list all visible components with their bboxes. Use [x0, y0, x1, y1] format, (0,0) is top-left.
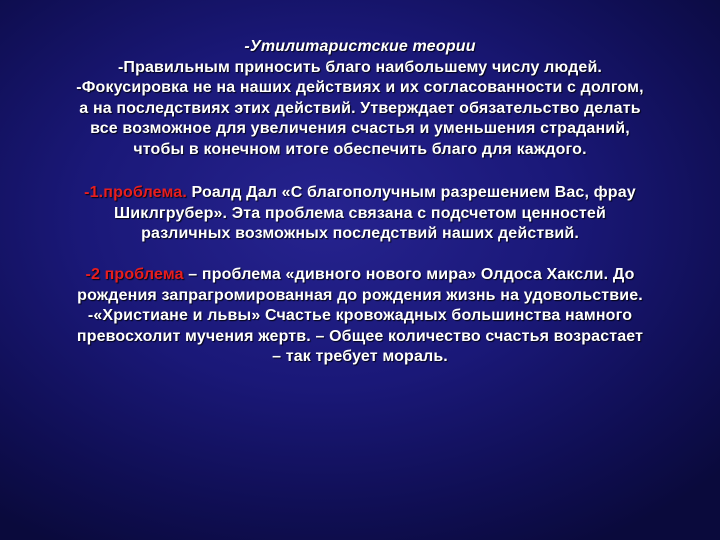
intro-section: [40, 37, 680, 160]
problem-1-first-line: [40, 183, 680, 204]
problem-1-label: -1.проблема.: [84, 184, 187, 201]
problem-2-text: – проблема «дивного нового мира» Олдоса Хаксли. До: [183, 266, 635, 283]
problem-2-line: рождения запрагромированная до рождения жизнь на удовольствие.: [77, 286, 643, 304]
problem-2-line: – так требует мораль.: [272, 348, 448, 365]
intro-line: -Правильным приносить благо наибольшему числу людей.: [117, 58, 603, 76]
problem-2-section: [40, 265, 680, 368]
problem-1-line: Шиклгрубер». Эта проблема связана с подсчетом ценностей: [114, 204, 606, 222]
intro-line: все возможное для увеличения счастья и уменьшения страданий,: [90, 120, 630, 137]
intro-line: -Фокусировка не на наших действиях и их согласованности с долгом,: [76, 79, 644, 96]
problem-2-line: превосхолит мучения жертв. – Общее количество счастья возрастает: [76, 327, 644, 345]
slide-title: -Утилитаристские теории: [244, 38, 476, 55]
problem-2-line: -«Христиане и львы» Счастье кровожадных большинства намного: [87, 307, 633, 324]
problem-1-line: различных возможных последствий наших действий.: [141, 225, 579, 242]
problem-1-section: [40, 183, 680, 245]
intro-line: а на последствиях этих действий. Утверждает обязательство делать: [79, 99, 641, 117]
problem-1-text: Роалд Дал «С благополучным разрешением Вас, фрау: [186, 184, 636, 201]
intro-line: чтобы в конечном итоге обеспечить благо для каждого.: [133, 140, 587, 158]
problem-2-first-line: [40, 265, 680, 286]
problem-2-label: -2 проблема: [85, 266, 184, 283]
